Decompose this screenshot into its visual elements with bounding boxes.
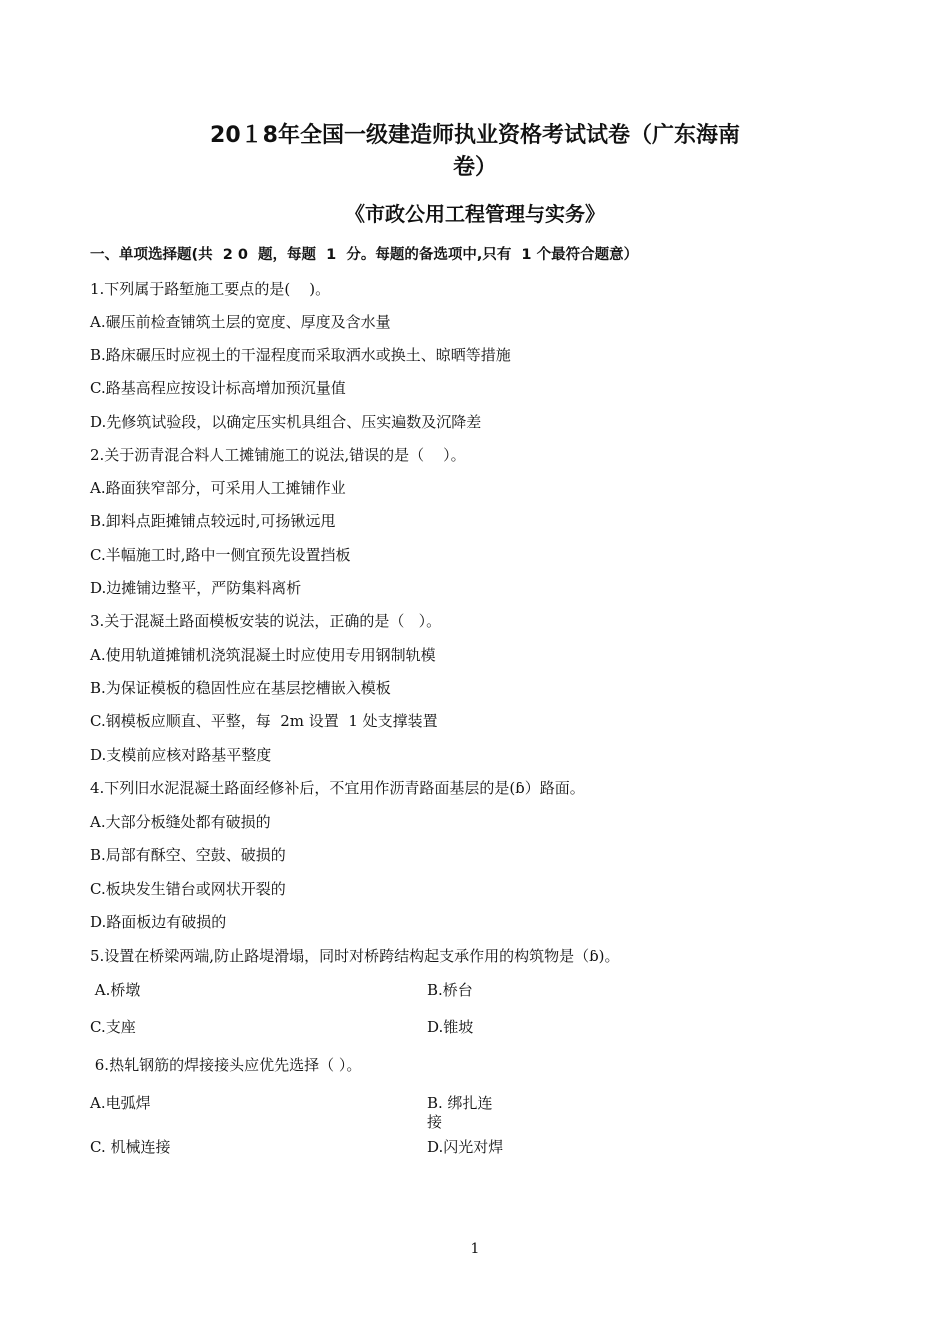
answer-option: D.先修筑试验段，以确定压实机具组合、压实遍数及沉降差 <box>90 413 482 431</box>
answer-option: A.桥墩 <box>90 981 141 999</box>
answer-option: A.使用轨道摊铺机浇筑混凝土时应使用专用钢制轨模 <box>90 646 436 664</box>
answer-option: C.支座 <box>90 1018 136 1036</box>
answer-option: D.支模前应核对路基平整度 <box>90 746 272 764</box>
answer-option: C. 机械连接 <box>90 1138 171 1156</box>
section-heading: 一、单项选择题(共 2 0 题，每题 1 分。每题的备选项中,只有 1 个最符合题意） <box>90 247 639 263</box>
answer-option: B. 绑扎连接 <box>427 1094 493 1131</box>
document-title-line-2: 卷） <box>452 155 497 180</box>
answer-option: B.局部有酥空、空鼓、破损的 <box>90 846 286 864</box>
question-stem: 4.下列旧水泥混凝土路面经修补后，不宜用作沥青路面基层的是(ɓ）路面。 <box>90 779 585 797</box>
question-stem: 5.设置在桥梁两端,防止路堤滑塌，同时对桥跨结构起支承作用的构筑物是（ɓ)。 <box>90 947 620 965</box>
question-stem: 2.关于沥青混合料人工摊铺施工的说法,错误的是（ ）。 <box>90 446 466 464</box>
answer-option: A.大部分板缝处都有破损的 <box>90 813 271 831</box>
answer-option: A.路面狭窄部分，可采用人工摊铺作业 <box>90 479 346 497</box>
document-title-line-1: 20１8年全国一级建造师执业资格考试试卷（广东海南 <box>210 123 740 148</box>
question-stem: 1.下列属于路堑施工要点的是( )。 <box>90 280 331 298</box>
answer-option: D.边摊铺边整平，严防集料离析 <box>90 579 302 597</box>
answer-option: A.电弧焊 <box>90 1094 151 1112</box>
question-stem: 6.热轧钢筋的焊接接头应优先选择（ ）。 <box>90 1056 362 1074</box>
answer-option: B.为保证模板的稳固性应在基层挖槽嵌入模板 <box>90 679 391 697</box>
answer-option: A.碾压前检查铺筑土层的宽度、厚度及含水量 <box>90 313 391 331</box>
question-stem: 3.关于混凝土路面模板安装的说法，正确的是（ ）。 <box>90 612 442 630</box>
answer-option: C.板块发生错台或网状开裂的 <box>90 880 286 898</box>
answer-option: D.路面板边有破损的 <box>90 913 227 931</box>
answer-option: B.桥台 <box>427 981 473 999</box>
document-subtitle: 《市政公用工程管理与实务》 <box>345 202 605 226</box>
answer-option: C.钢模板应顺直、平整，每 2m 设置 1 处支撑装置 <box>90 712 438 730</box>
answer-option: C.半幅施工时,路中一侧宜预先设置挡板 <box>90 546 351 564</box>
answer-option: B.卸料点距摊铺点较远时,可扬锹远甩 <box>90 512 336 530</box>
answer-option: D.闪光对焊 <box>427 1138 504 1156</box>
answer-option: B.路床碾压时应视土的干湿程度而采取洒水或换土、晾晒等措施 <box>90 346 511 364</box>
answer-option: D.锥坡 <box>427 1018 474 1036</box>
answer-option: C.路基高程应按设计标高增加预沉量值 <box>90 379 346 397</box>
page-number: 1 <box>470 1241 480 1257</box>
